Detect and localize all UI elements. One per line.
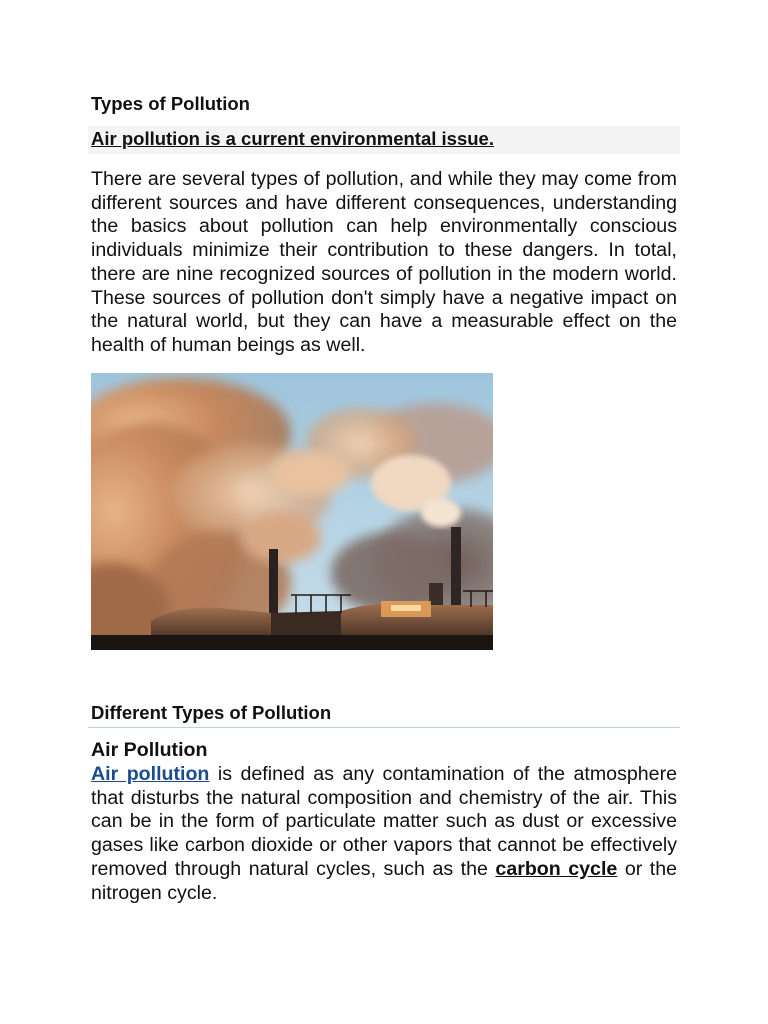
page-title: Types of Pollution bbox=[91, 93, 250, 114]
smokestack-photo bbox=[91, 373, 493, 650]
air-pollution-paragraph bbox=[91, 763, 677, 905]
section-divider bbox=[88, 727, 680, 728]
page-subtitle: Air pollution is a current environmental issue. bbox=[91, 128, 494, 149]
intro-paragraph: There are several types of pollution, and while they may come from different sources and have different consequences, understanding the basics about pollution can help environmentally conscious individuals minimize their contribution to these dangers. In total, there are nine recognized sources of pollution in the modern world. These sources of pollution don't simply have a negative impact on the natural world, but they can have a measurable effect on the health of human beings as well. bbox=[91, 168, 677, 356]
air-pollution-link[interactable]: Air pollution bbox=[91, 763, 210, 785]
air-pollution-text-1: is defined as any contamination of the atmosphere that disturbs the natural composition and chemistry of the air. This can be in the form of particulate matter such as dust or excessive gases like carbon dioxide or other vapors that cannot be effectively removed through natural cycles, such as the bbox=[91, 763, 677, 880]
air-pollution-text-2: or the nitrogen cycle. bbox=[91, 857, 677, 904]
air-pollution-heading: Air Pollution bbox=[91, 739, 208, 761]
carbon-cycle-link[interactable]: carbon cycle bbox=[495, 857, 618, 880]
section-heading: Different Types of Pollution bbox=[91, 702, 332, 723]
